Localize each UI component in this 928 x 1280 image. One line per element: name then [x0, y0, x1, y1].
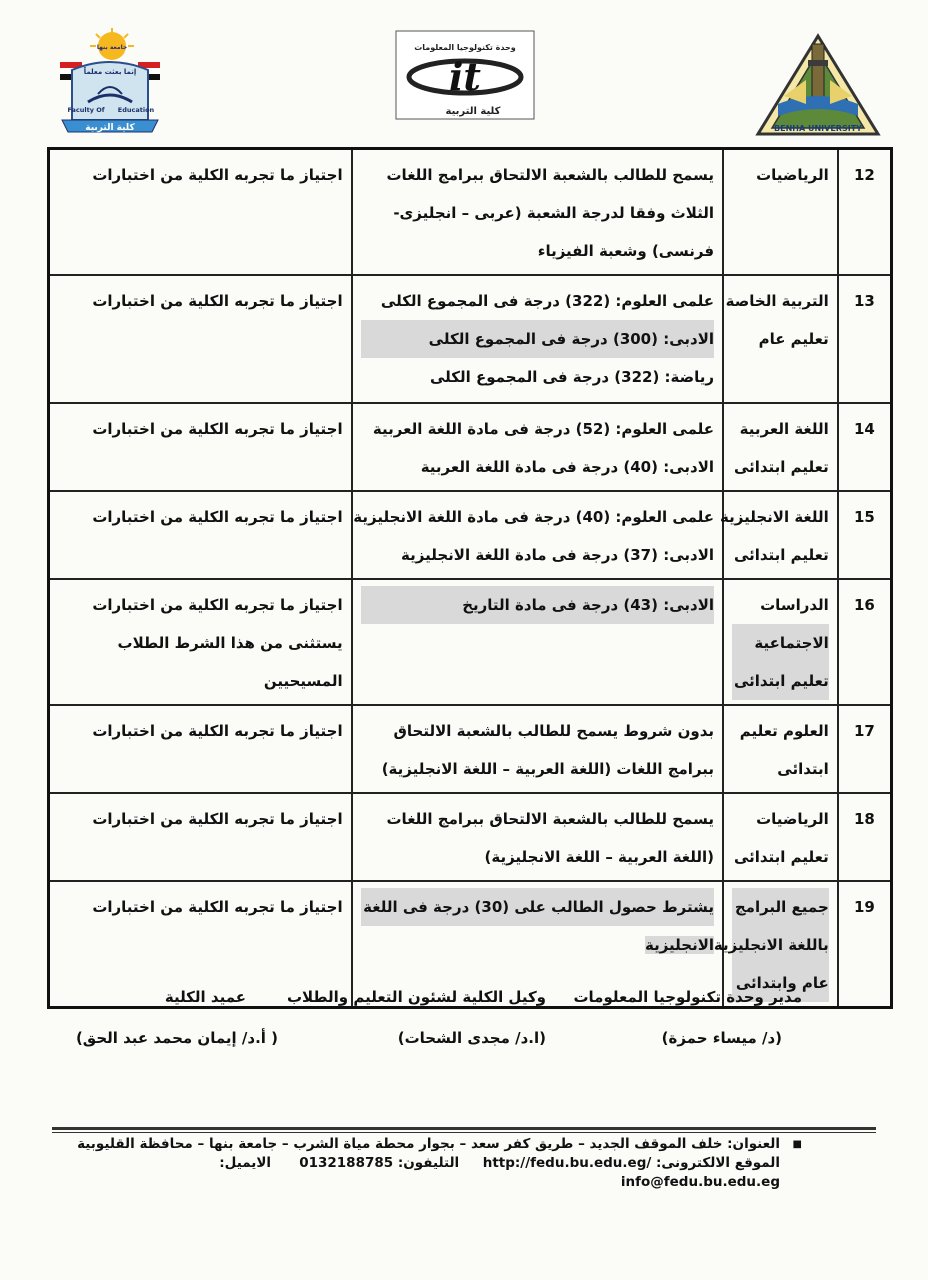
- condition-line: علمى العلوم: (322) درجة فى المجموع الكلى: [380, 292, 715, 310]
- website-label: الموقع الالكترونى:: [656, 1155, 780, 1171]
- table-row: [49, 579, 892, 705]
- note-line: اجتياز ما تجربه الكلية من اختبارات: [92, 898, 343, 916]
- table-row: [49, 403, 892, 491]
- faculty-of-education-logo: [58, 28, 162, 134]
- row-number: 19: [838, 881, 892, 1008]
- condition-cell: [352, 579, 723, 705]
- it-unit-logo: [395, 30, 535, 120]
- condition-line: يسمح للطالب بالشعبة الالتحاق ببرامج اللغات: [386, 810, 715, 828]
- it-logo-word: it: [449, 54, 481, 99]
- division-line: تعليم ابتدائى: [733, 546, 829, 564]
- note-line: اجتياز ما تجربه الكلية من اختبارات: [92, 722, 343, 740]
- division-line: الاجتماعية: [732, 624, 829, 662]
- condition-cell: [352, 793, 723, 881]
- table-row: [49, 793, 892, 881]
- bullet-icon: ■: [792, 1139, 802, 1150]
- phone-label: التليفون:: [397, 1155, 460, 1171]
- division-line: ابتدائى: [777, 760, 829, 778]
- note-cell: [49, 275, 352, 403]
- left-logo-en-left: Faculty Of: [67, 106, 105, 114]
- footer-contact: [77, 1135, 802, 1192]
- row-number: 15: [838, 491, 892, 579]
- division-line: اللغة الانجليزية: [720, 508, 829, 526]
- table-row: [49, 705, 892, 793]
- note-cell: [49, 793, 352, 881]
- signature-title-dean: عميد الكلية: [164, 988, 246, 1006]
- benha-university-logo: [754, 30, 882, 140]
- condition-line: الادبى: (43) درجة فى مادة التاريخ: [361, 586, 714, 624]
- condition-line: الادبى: (300) درجة فى المجموع الكلى: [361, 320, 714, 358]
- condition-line: بدون شروط يسمح للطالب بالشعبة الالتحاق: [393, 722, 715, 740]
- condition-line: فرنسى) وشعبة الفيزياء: [537, 242, 715, 260]
- table-row: [49, 149, 892, 276]
- condition-line: رياضة: (322) درجة فى المجموع الكلى: [430, 368, 715, 386]
- condition-line: الادبى: (40) درجة فى مادة اللغة العربية: [420, 458, 715, 476]
- note-line: اجتياز ما تجربه الكلية من اختبارات: [92, 508, 343, 526]
- note-cell: [49, 149, 352, 276]
- left-logo-motto: إنما بعثت معلماً: [83, 68, 137, 76]
- website-link[interactable]: http://fedu.bu.edu.eg/: [482, 1155, 652, 1171]
- division-cell: [720, 491, 838, 579]
- division-line: تعليم ابتدائى: [733, 458, 829, 476]
- row-number: 12: [838, 149, 892, 276]
- footer-address: العنوان: خلف الموقف الجديد – طريق كفر سعد – بجوار محطة مياة الشرب – جامعة بنها – محافظة القليوبية: [77, 1136, 780, 1152]
- division-line: تعليم عام: [758, 330, 829, 348]
- note-line: اجتياز ما تجربه الكلية من اختبارات: [92, 596, 343, 614]
- footer-contact-line: [77, 1154, 780, 1173]
- condition-line: [361, 926, 714, 964]
- division-line: الرياضيات: [756, 166, 829, 184]
- division-cell: [723, 149, 838, 276]
- email-link[interactable]: info@fedu.bu.edu.eg: [620, 1174, 780, 1190]
- row-number: 16: [838, 579, 892, 705]
- condition-line: علمى العلوم: (40) درجة فى مادة اللغة الانجليزية: [353, 508, 715, 526]
- signature-name-it-manager: (د/ ميساء حمزة): [661, 1029, 782, 1047]
- division-line: تعليم ابتدائى: [733, 848, 829, 866]
- division-cell: [723, 793, 838, 881]
- note-line: المسيحيين: [263, 672, 343, 690]
- condition-line: ببرامج اللغات (اللغة العربية – اللغة الانجليزية): [381, 760, 715, 778]
- division-line: الرياضيات: [756, 810, 829, 828]
- division-line: عام وابتدائى: [732, 964, 829, 1002]
- condition-cell: [352, 403, 723, 491]
- division-line: جميع البرامج: [732, 888, 829, 926]
- it-logo-bottom-text: كلية التربية: [445, 106, 501, 117]
- signature-name-dean: ( أ.د/ إيمان محمد عبد الحق): [75, 1029, 278, 1047]
- condition-cell: [352, 275, 723, 403]
- division-line: الدراسات: [760, 596, 829, 614]
- division-line: باللغة الانجليزية: [732, 926, 829, 964]
- condition-cell: [352, 705, 723, 793]
- left-logo-ribbon-text: كلية التربية: [85, 123, 135, 133]
- condition-cell: [352, 149, 723, 276]
- footer-divider-thin: [52, 1132, 876, 1133]
- condition-line: علمى العلوم: (52) درجة فى مادة اللغة العربية: [372, 420, 715, 438]
- left-logo-sun-text: جامعة بنها: [96, 44, 128, 51]
- condition-line: يشترط حصول الطالب على (30) درجة فى اللغة: [361, 888, 714, 926]
- division-cell: [723, 403, 838, 491]
- note-cell: [49, 579, 352, 705]
- note-line: اجتياز ما تجربه الكلية من اختبارات: [92, 292, 343, 310]
- signature-name-vice-dean: (ا.د/ مجدى الشحات): [397, 1029, 546, 1047]
- it-logo-top-text: وحدة تكنولوجيا المعلومات: [414, 43, 516, 52]
- note-line: يستثنى من هذا الشرط الطلاب: [117, 634, 343, 652]
- admission-conditions-table: [47, 147, 893, 1009]
- table-row: [49, 275, 892, 403]
- signature-title-it-manager: مدير وحدة تكنولوجيا المعلومات: [573, 988, 802, 1006]
- row-number: 17: [838, 705, 892, 793]
- row-number: 18: [838, 793, 892, 881]
- division-line: اللغة العربية: [739, 420, 829, 438]
- division-cell: [723, 705, 838, 793]
- division-line: العلوم تعليم: [739, 722, 829, 740]
- condition-cell: [352, 491, 723, 579]
- condition-line-highlight: الانجليزية: [644, 936, 715, 954]
- note-line: اجتياز ما تجربه الكلية من اختبارات: [92, 420, 343, 438]
- note-line: اجتياز ما تجربه الكلية من اختبارات: [92, 810, 343, 828]
- condition-line: الثلاث وفقا لدرجة الشعبة (عربى – انجليزى-: [393, 204, 715, 222]
- signature-title-vice-dean: وكيل الكلية لشئون التعليم والطلاب: [286, 988, 546, 1006]
- condition-line: يسمح للطالب بالشعبة الالتحاق ببرامج اللغات: [386, 166, 715, 184]
- division-line: التربية الخاصة: [725, 292, 829, 310]
- email-label: الايميل:: [219, 1155, 272, 1171]
- phone-number: 0132188785: [299, 1155, 394, 1171]
- logo-text-benha: BENHA UNIVERSITY: [774, 124, 862, 133]
- note-cell: [49, 403, 352, 491]
- division-line: تعليم ابتدائى: [732, 662, 829, 700]
- note-line: اجتياز ما تجربه الكلية من اختبارات: [92, 166, 343, 184]
- left-logo-en-right: Education: [117, 106, 155, 114]
- division-cell: [723, 275, 838, 403]
- row-number: 13: [838, 275, 892, 403]
- row-number: 14: [838, 403, 892, 491]
- division-cell: [723, 579, 838, 705]
- condition-line: (اللغة العربية – اللغة الانجليزية): [484, 848, 715, 866]
- footer-divider: [52, 1127, 876, 1130]
- table-row: [49, 491, 892, 579]
- note-cell: [49, 705, 352, 793]
- note-cell: [49, 491, 352, 579]
- condition-line: الادبى: (37) درجة فى مادة اللغة الانجليزية: [401, 546, 715, 564]
